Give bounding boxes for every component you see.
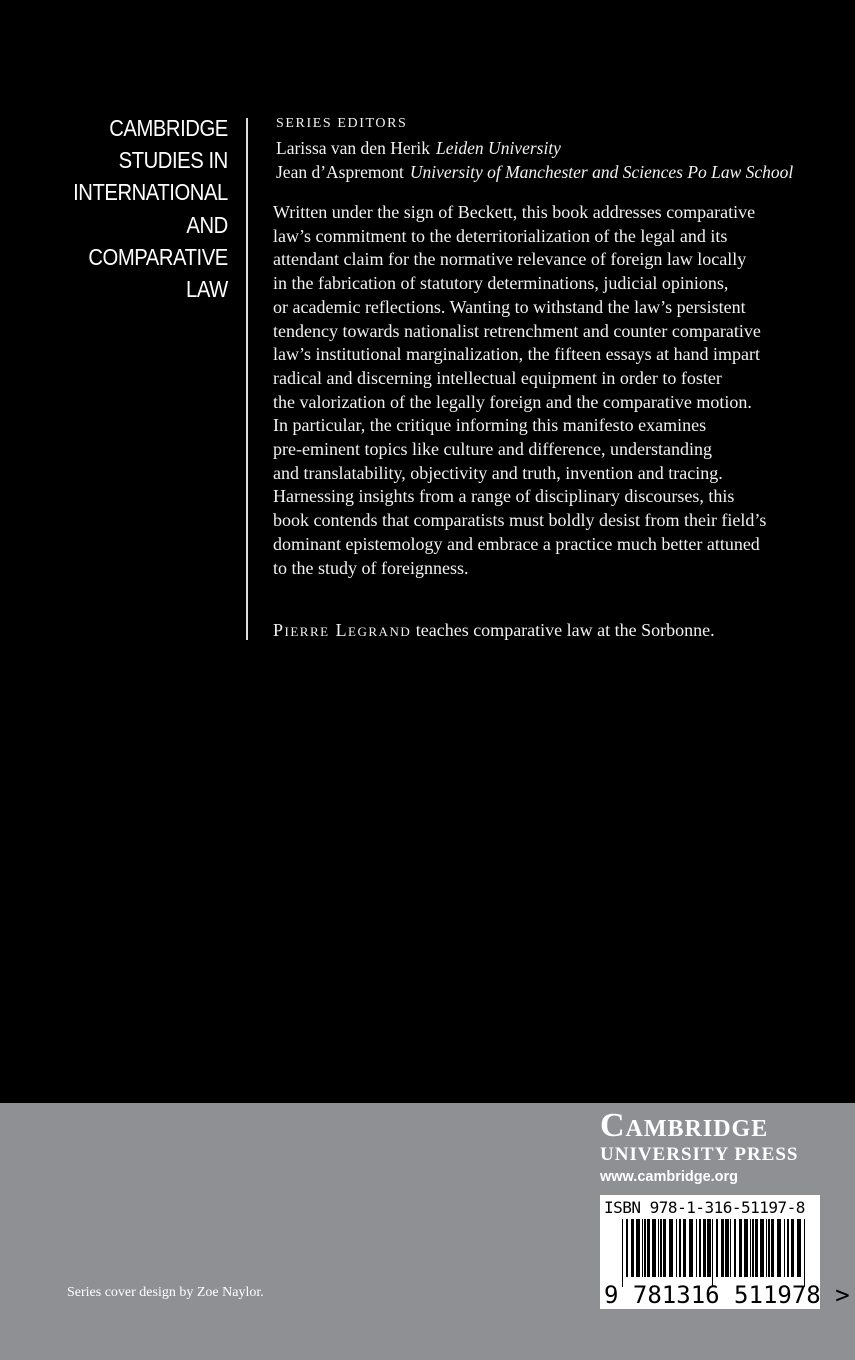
blurb-line: in the fabrication of statutory determinations, judicial opinions, [273, 273, 729, 294]
blurb-line: Harnessing insights from a range of disciplinary discourses, this [273, 486, 735, 507]
barcode-bar [647, 1219, 650, 1277]
cover-design-credit: Series cover design by Zoe Naylor. [67, 1285, 264, 1300]
barcode-bar [804, 1219, 805, 1287]
author-bio [273, 620, 715, 641]
blurb-line: law’s commitment to the deterritorialization of the legal and its [273, 225, 728, 246]
barcode-bar [636, 1219, 640, 1277]
author-name: Pierre Legrand [273, 620, 412, 640]
blurb-line: the valorization of the legally foreign and the comparative motion. [273, 391, 752, 412]
series-title-line: INTERNATIONAL [73, 179, 228, 206]
barcode-bar [683, 1219, 686, 1277]
blurb [273, 201, 766, 580]
barcode-bar [752, 1219, 754, 1277]
barcode-bar [669, 1219, 673, 1277]
series-editors [276, 112, 793, 184]
series-title-line: LAW [186, 276, 228, 303]
barcode-bar [797, 1219, 801, 1277]
editor-affiliation: Leiden University [436, 138, 561, 158]
barcode-bar [631, 1219, 634, 1277]
barcode-bar [642, 1219, 643, 1277]
barcode-bar [658, 1219, 659, 1277]
barcode-bar [725, 1219, 729, 1277]
blurb-line: or academic reflections. Wanting to withstand the law’s persistent [273, 296, 746, 317]
barcode-bar [703, 1219, 706, 1277]
barcode-digits: 9 781316 511978 > [604, 1281, 850, 1309]
series-title-line: CAMBRIDGE [109, 115, 228, 141]
barcode-bar [750, 1219, 751, 1277]
barcode-bar [791, 1219, 794, 1277]
barcode-bar [679, 1219, 681, 1277]
barcode-bar [734, 1219, 736, 1277]
editor-name: Jean d’Aspremont [276, 162, 404, 182]
barcode-bar [730, 1219, 731, 1277]
barcode-bar [777, 1219, 781, 1277]
barcode-bar [696, 1219, 697, 1277]
barcode-bar [716, 1219, 718, 1277]
blurb-line: to the study of foreignness. [273, 557, 469, 578]
barcode-bar [768, 1219, 770, 1277]
blurb-line: and translatability, objectivity and truth, invention and tracing. [273, 462, 723, 483]
editor-affiliation: University of Manchester and Sciences Po Law School [409, 162, 794, 182]
series-title-line: STUDIES IN [118, 147, 228, 174]
barcode-bar [771, 1219, 774, 1277]
publisher-url: www.cambridge.org [600, 1169, 739, 1185]
editor-name: Larissa van den Herik [276, 138, 431, 158]
publisher-logo [600, 1108, 799, 1188]
barcode-bar [755, 1219, 758, 1277]
blurb-line: In particular, the critique informing this manifesto examines [273, 415, 707, 436]
barcode-bar [784, 1219, 785, 1277]
isbn: ISBN 978-1-316-51197-8 [604, 1198, 805, 1217]
series-title-line: AND [186, 211, 228, 238]
barcode-bar [660, 1219, 662, 1277]
blurb-line: dominant epistemology and embrace a practice much better attuned [273, 533, 760, 554]
barcode-bar [663, 1219, 666, 1277]
publisher-name: Cambridge [600, 1107, 769, 1144]
blurb-line: law’s institutional marginalization, the fifteen essays at hand impart [273, 344, 761, 365]
blurb-line: tendency towards nationalist retrenchment and counter comparative [273, 320, 761, 341]
publisher-line2: UNIVERSITY PRESS [600, 1144, 799, 1165]
barcode-bar [626, 1219, 628, 1277]
barcode-bar [644, 1219, 646, 1277]
editor [276, 136, 793, 160]
divider [246, 118, 248, 640]
author-bio-text: teaches comparative law at the Sorbonne. [415, 620, 715, 640]
barcode-bar [652, 1219, 656, 1277]
barcode-bar [622, 1219, 623, 1287]
series-editors-heading: SERIES EDITORS [276, 116, 408, 131]
blurb-line: Written under the sign of Beckett, this book addresses comparative [273, 202, 756, 222]
barcode-bars [622, 1219, 807, 1287]
barcode-bar [760, 1219, 764, 1277]
barcode-bar [699, 1219, 701, 1277]
barcode [600, 1195, 850, 1309]
blurb-line: book contends that comparatists must boldly desist from their field’s [273, 510, 767, 531]
barcode-bar [689, 1219, 693, 1277]
blurb-line: attendant claim for the normative relevance of foreign law locally [273, 249, 747, 270]
barcode-bar [676, 1219, 677, 1277]
editor [276, 160, 793, 184]
barcode-bar [766, 1219, 767, 1277]
barcode-bar [744, 1219, 748, 1277]
barcode-bar [787, 1219, 789, 1277]
series-title-line: COMPARATIVE [88, 243, 228, 270]
series-title [73, 112, 228, 305]
blurb-line: pre-eminent topics like culture and difference, understanding [273, 439, 713, 460]
barcode-bar [739, 1219, 742, 1277]
barcode-bar [712, 1219, 713, 1287]
barcode-bar [721, 1219, 724, 1277]
blurb-line: radical and discerning intellectual equipment in order to foster [273, 367, 722, 388]
barcode-bar [707, 1219, 711, 1277]
